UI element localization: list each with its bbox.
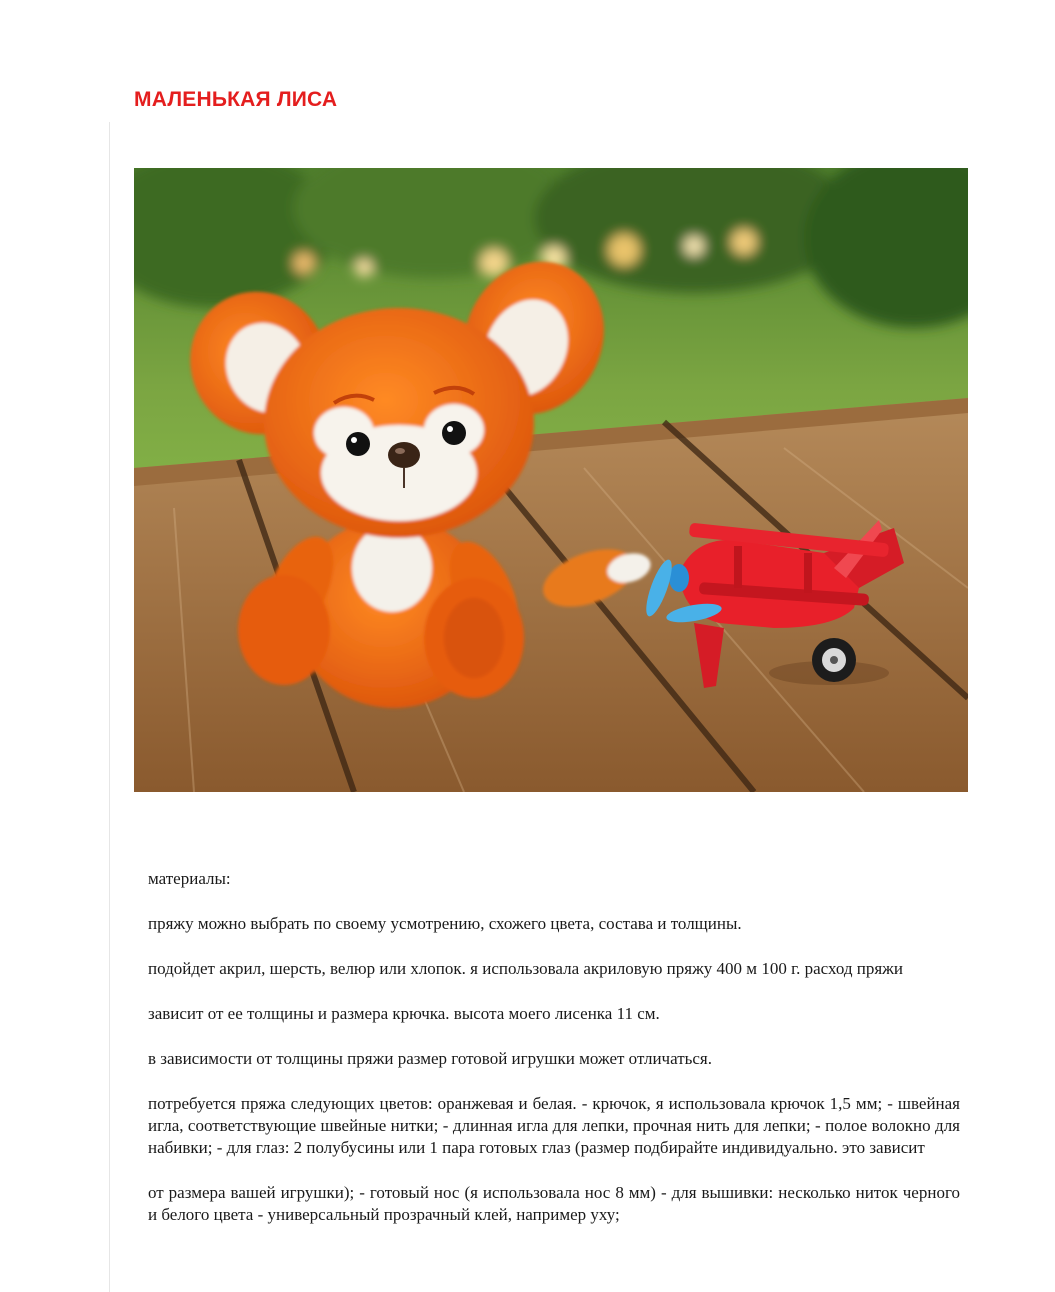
- paragraph-tools-list: потребуется пряжа следующих цветов: оранжевая и белая. - крючок, я использовала крючок 1,5 мм; - швейная игла, соответствующие швейные нитки; - длинная игла для лепки, прочная нить для лепки; - полое волокно для набивки; - для глаз: 2 полубусины или 1 пара готовых глаз (размер подбирайте индивидуально. это зависит: [148, 1094, 960, 1157]
- paragraph-yarn-choice: пряжу можно выбрать по своему усмотрению, схожего цвета, состава и толщины.: [148, 914, 742, 933]
- paragraph-height: зависит от ее толщины и размера крючка. высота моего лисенка 11 см.: [148, 1004, 660, 1023]
- page-margin-line: [109, 122, 110, 1292]
- paragraph-materials-heading: материалы:: [148, 869, 231, 888]
- paragraph-size-note: в зависимости от толщины пряжи размер готовой игрушки может отличаться.: [148, 1049, 712, 1068]
- page-title: МАЛЕНЬКАЯ ЛИСА: [134, 88, 338, 111]
- paragraph-tools-list-continued: от размера вашей игрушки); - готовый нос (я использовала нос 8 мм) - для вышивки: несколько ниток черного и белого цвета - универсальный прозрачный клей, например уху;: [148, 1183, 960, 1224]
- paragraph-yarn-types: подойдет акрил, шерсть, велюр или хлопок. я использовала акриловую пряжу 400 м 100 г. расход пряжи: [148, 959, 904, 978]
- fox-toy-photo: [134, 168, 968, 792]
- article-body: [148, 868, 960, 1249]
